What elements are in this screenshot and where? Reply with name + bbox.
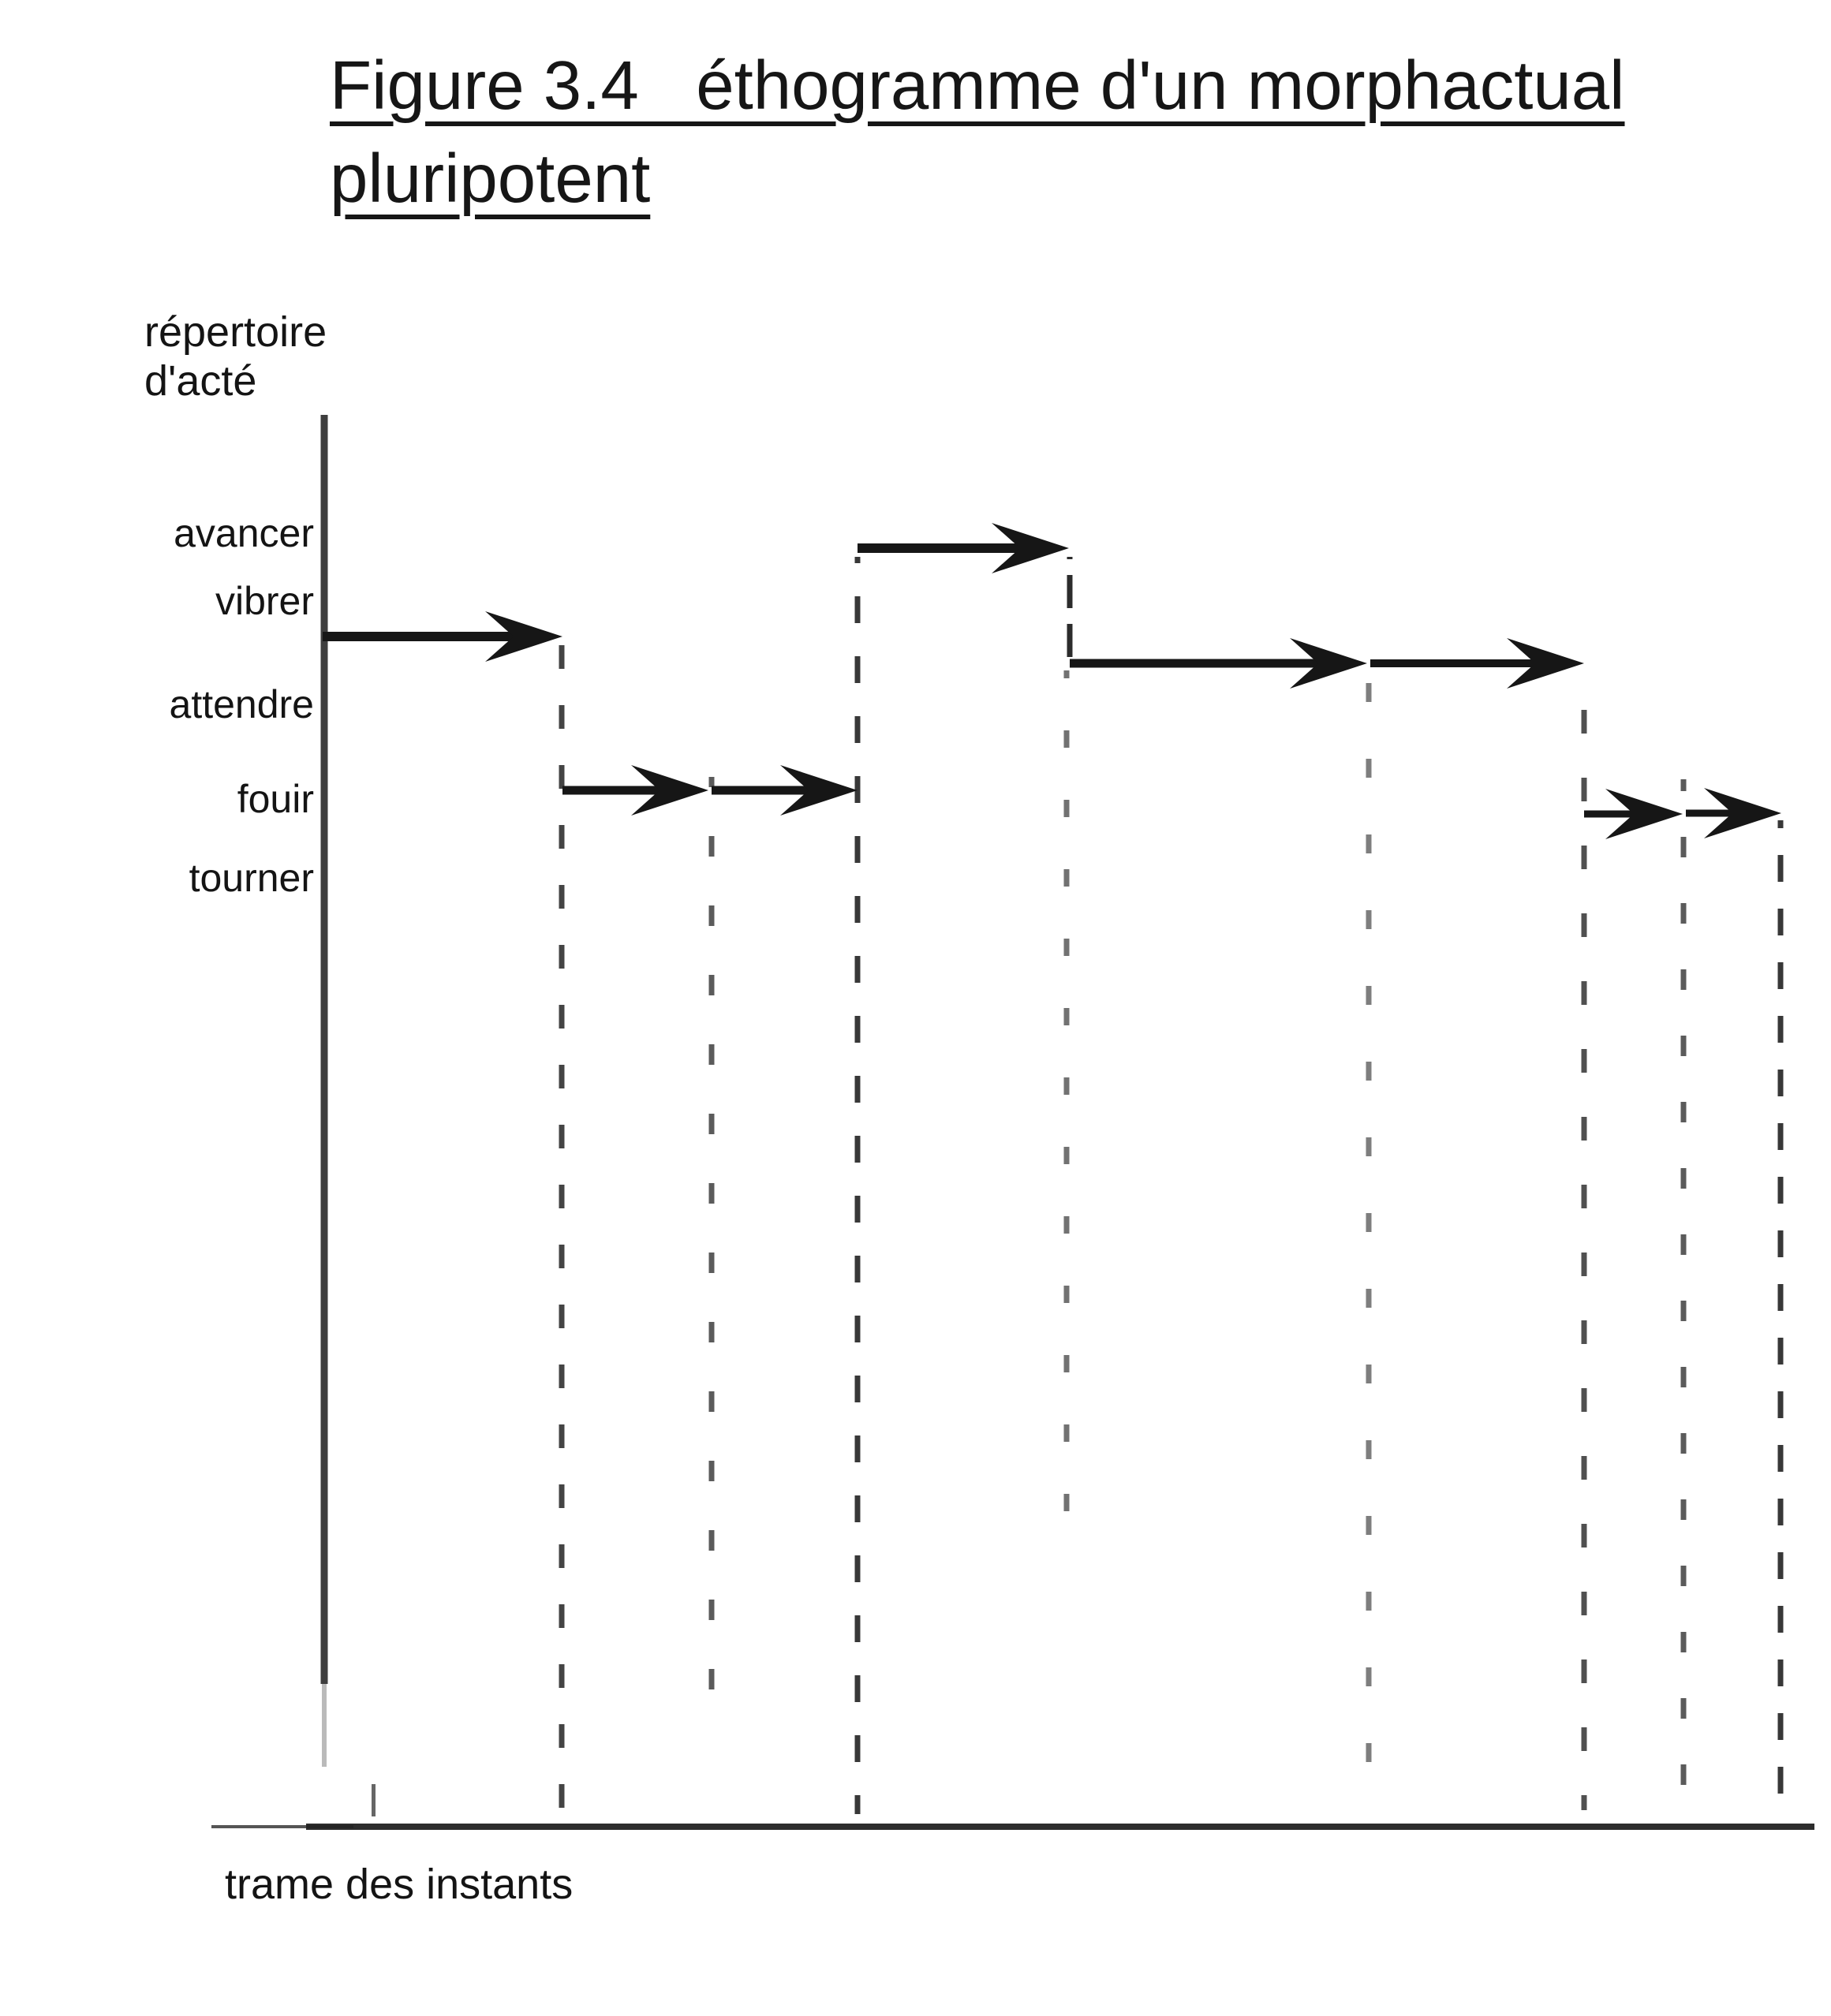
y-axis-fading-tail bbox=[322, 1684, 327, 1767]
y-axis-label-line2: d'acté bbox=[144, 357, 257, 405]
figure-title-line2: pluripotent bbox=[330, 140, 651, 217]
tick-label-avancer: avancer bbox=[174, 511, 314, 555]
y-axis-stray-mark bbox=[372, 1784, 376, 1816]
y-axis-label-line1: répertoire bbox=[144, 308, 327, 356]
tick-label-vibrer: vibrer bbox=[215, 579, 314, 623]
tick-label-attendre: attendre bbox=[169, 682, 314, 726]
x-axis bbox=[306, 1824, 1814, 1830]
tick-label-tourner: tourner bbox=[189, 856, 314, 900]
x-axis-label: trame des instants bbox=[225, 1861, 574, 1908]
y-axis bbox=[321, 415, 328, 1684]
tick-label-fouir: fouir bbox=[237, 777, 314, 821]
figure-title-line1: Figure 3.4 éthogramme d'un morphactual bbox=[330, 47, 1625, 124]
